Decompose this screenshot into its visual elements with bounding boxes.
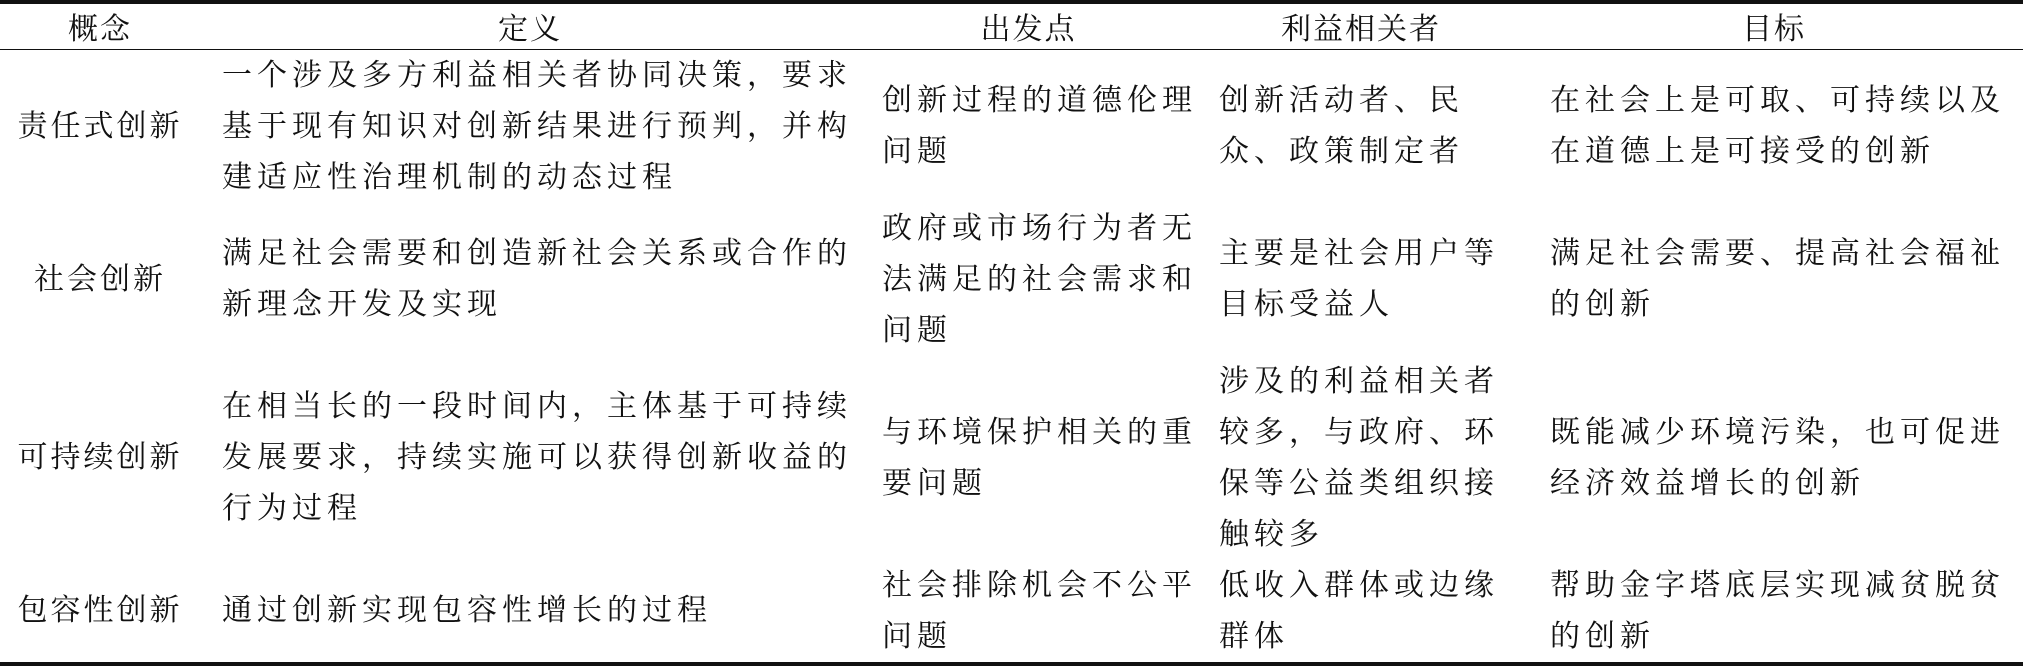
- table-row: [0, 203, 2023, 356]
- header-stakeholders: 利益相关者: [1197, 2, 1525, 49]
- cell-goal: 在社会上是可取、可持续以及在道德上是可接受的创新: [1550, 83, 2005, 169]
- header-row: [0, 2, 2023, 49]
- cell-concept: 包容性创新: [0, 560, 200, 664]
- table-body: [0, 49, 2023, 664]
- cell-starting-point: 社会排除机会不公平问题: [860, 560, 1197, 664]
- table-row: [0, 356, 2023, 560]
- cell-starting-point: 与环境保护相关的重要问题: [882, 414, 1197, 501]
- cell-starting-point: 政府或市场行为者无法满足的社会需求和问题: [882, 210, 1197, 348]
- cell-stakeholders: 低收入群体或边缘群体: [1197, 560, 1525, 664]
- header-definition: 定义: [200, 2, 860, 49]
- cell-definition: 满足社会需要和创造新社会关系或合作的新理念开发及实现: [222, 236, 852, 322]
- cell-goal: 满足社会需要、提高社会福祉的创新: [1550, 236, 2005, 322]
- cell-goal: 帮助金字塔底层实现减贫脱贫的创新: [1525, 560, 2023, 664]
- cell-stakeholders: 创新活动者、民众、政策制定者: [1219, 83, 1464, 169]
- cell-definition: 一个涉及多方利益相关者协同决策，要求基于现有知识对创新结果进行预判，并构建适应性治理机制的动态过程: [222, 57, 852, 195]
- table-row: [0, 560, 2023, 664]
- cell-concept: 可持续创新: [17, 440, 183, 475]
- cell-stakeholders: 涉及的利益相关者较多，与政府、环保等公益类组织接触较多: [1219, 363, 1499, 552]
- cell-goal: 既能减少环境污染，也可促进经济效益增长的创新: [1550, 414, 2005, 501]
- table-row: [0, 49, 2023, 203]
- cell-concept: 社会创新: [34, 261, 166, 297]
- header-starting-point: 出发点: [860, 2, 1197, 49]
- table-header: [0, 2, 2023, 49]
- cell-starting-point: 创新过程的道德伦理问题: [882, 83, 1197, 169]
- header-concept: 概念: [0, 2, 200, 49]
- cell-stakeholders: 主要是社会用户等目标受益人: [1219, 236, 1499, 322]
- cell-concept: 责任式创新: [17, 108, 183, 144]
- header-goal: 目标: [1525, 2, 2023, 49]
- cell-definition: 在相当长的一段时间内，主体基于可持续发展要求，持续实施可以获得创新收益的行为过程: [222, 389, 852, 526]
- cell-definition: 通过创新实现包容性增长的过程: [200, 560, 860, 664]
